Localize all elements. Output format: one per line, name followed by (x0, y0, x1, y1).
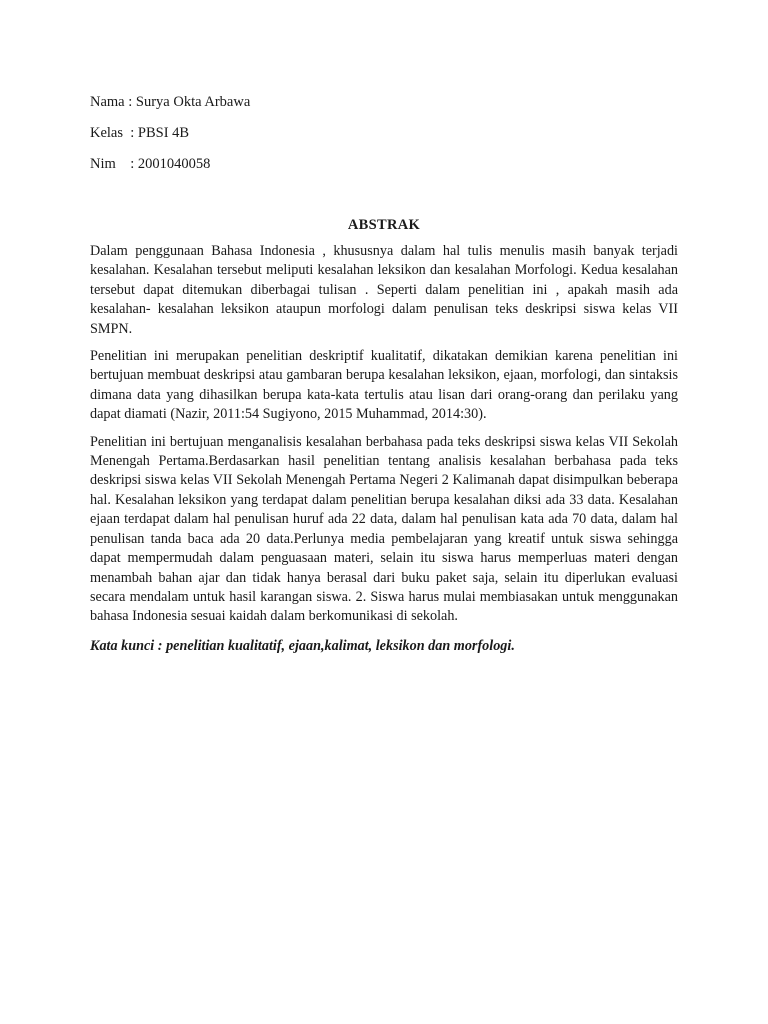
student-name-line: Nama : Surya Okta Arbawa (90, 94, 251, 110)
abstract-keywords: Kata kunci : penelitian kualitatif, ejaan,kalimat, leksikon dan morfologi. (90, 637, 515, 654)
student-nim-line: Nim : 2001040058 (90, 156, 211, 172)
abstract-paragraph-3: Penelitian ini bertujuan menganalisis kesalahan berbahasa pada teks deskripsi siswa kelas VII Sekolah Menengah Pertama.Berdasarkan hasil penelitian tentang analisis kesalahan berbahasa pada teks deskripsi siswa kelas VII Sekolah Menengah Pertama Negeri 2 Kalimanah dapat disimpulkan beberapa hal. Kesalahan leksikon yang terdapat dalam penelitian berupa kesalahan diksi ada 33 data. Kesalahan ejaan terdapat dalam hal penulisan huruf ada 22 data, dalam hal penulisan kata ada 70 data, dalam hal penulisan tanda baca ada 20 data.Perlunya media pembelajaran yang kreatif untuk siswa sehingga dapat mempermudah dalam penguasaan materi, selain itu siswa harus memperluas materi dengan menambah bahan ajar dan tidak hanya berasal dari buku paket saja, selain itu diperlukan evaluasi secara mendalam untuk hasil karangan siswa. 2. Siswa harus mulai membiasakan untuk menggunakan bahasa Indonesia sesuai kaidah dalam berkomunikasi di sekolah. (90, 433, 678, 625)
student-class-line: Kelas : PBSI 4B (90, 125, 190, 141)
abstract-paragraph-2: Penelitian ini merupakan penelitian deskriptif kualitatif, dikatakan demikian karena penelitian ini bertujuan membuat deskripsi atau gambaran berupa kesalahan leksikon, ejaan, morfologi, dan sintaksis dimana data yang dihasilkan berupa kata-kata tertulis atau lisan dari orang-orang dan perilaku yang dapat diamati (Nazir, 2011:54 Sugiyono, 2015 Muhammad, 2014:30). (90, 348, 678, 423)
abstract-paragraph-1: Dalam penggunaan Bahasa Indonesia , khususnya dalam hal tulis menulis masih banyak terjadi kesalahan. Kesalahan tersebut meliputi kesalahan leksikon dan kesalahan Morfologi. Kedua kesalahan tersebut dapat ditemukan diberbagai tulisan . Seperti dalam penelitian ini , apakah masih ada kesalahan- kesalahan leksikon ataupun morfologi dalam penulisan teks deskripsi siswa kelas VII SMPN. (90, 243, 678, 337)
abstract-title: ABSTRAK (347, 217, 421, 233)
document-page (90, 92, 678, 656)
